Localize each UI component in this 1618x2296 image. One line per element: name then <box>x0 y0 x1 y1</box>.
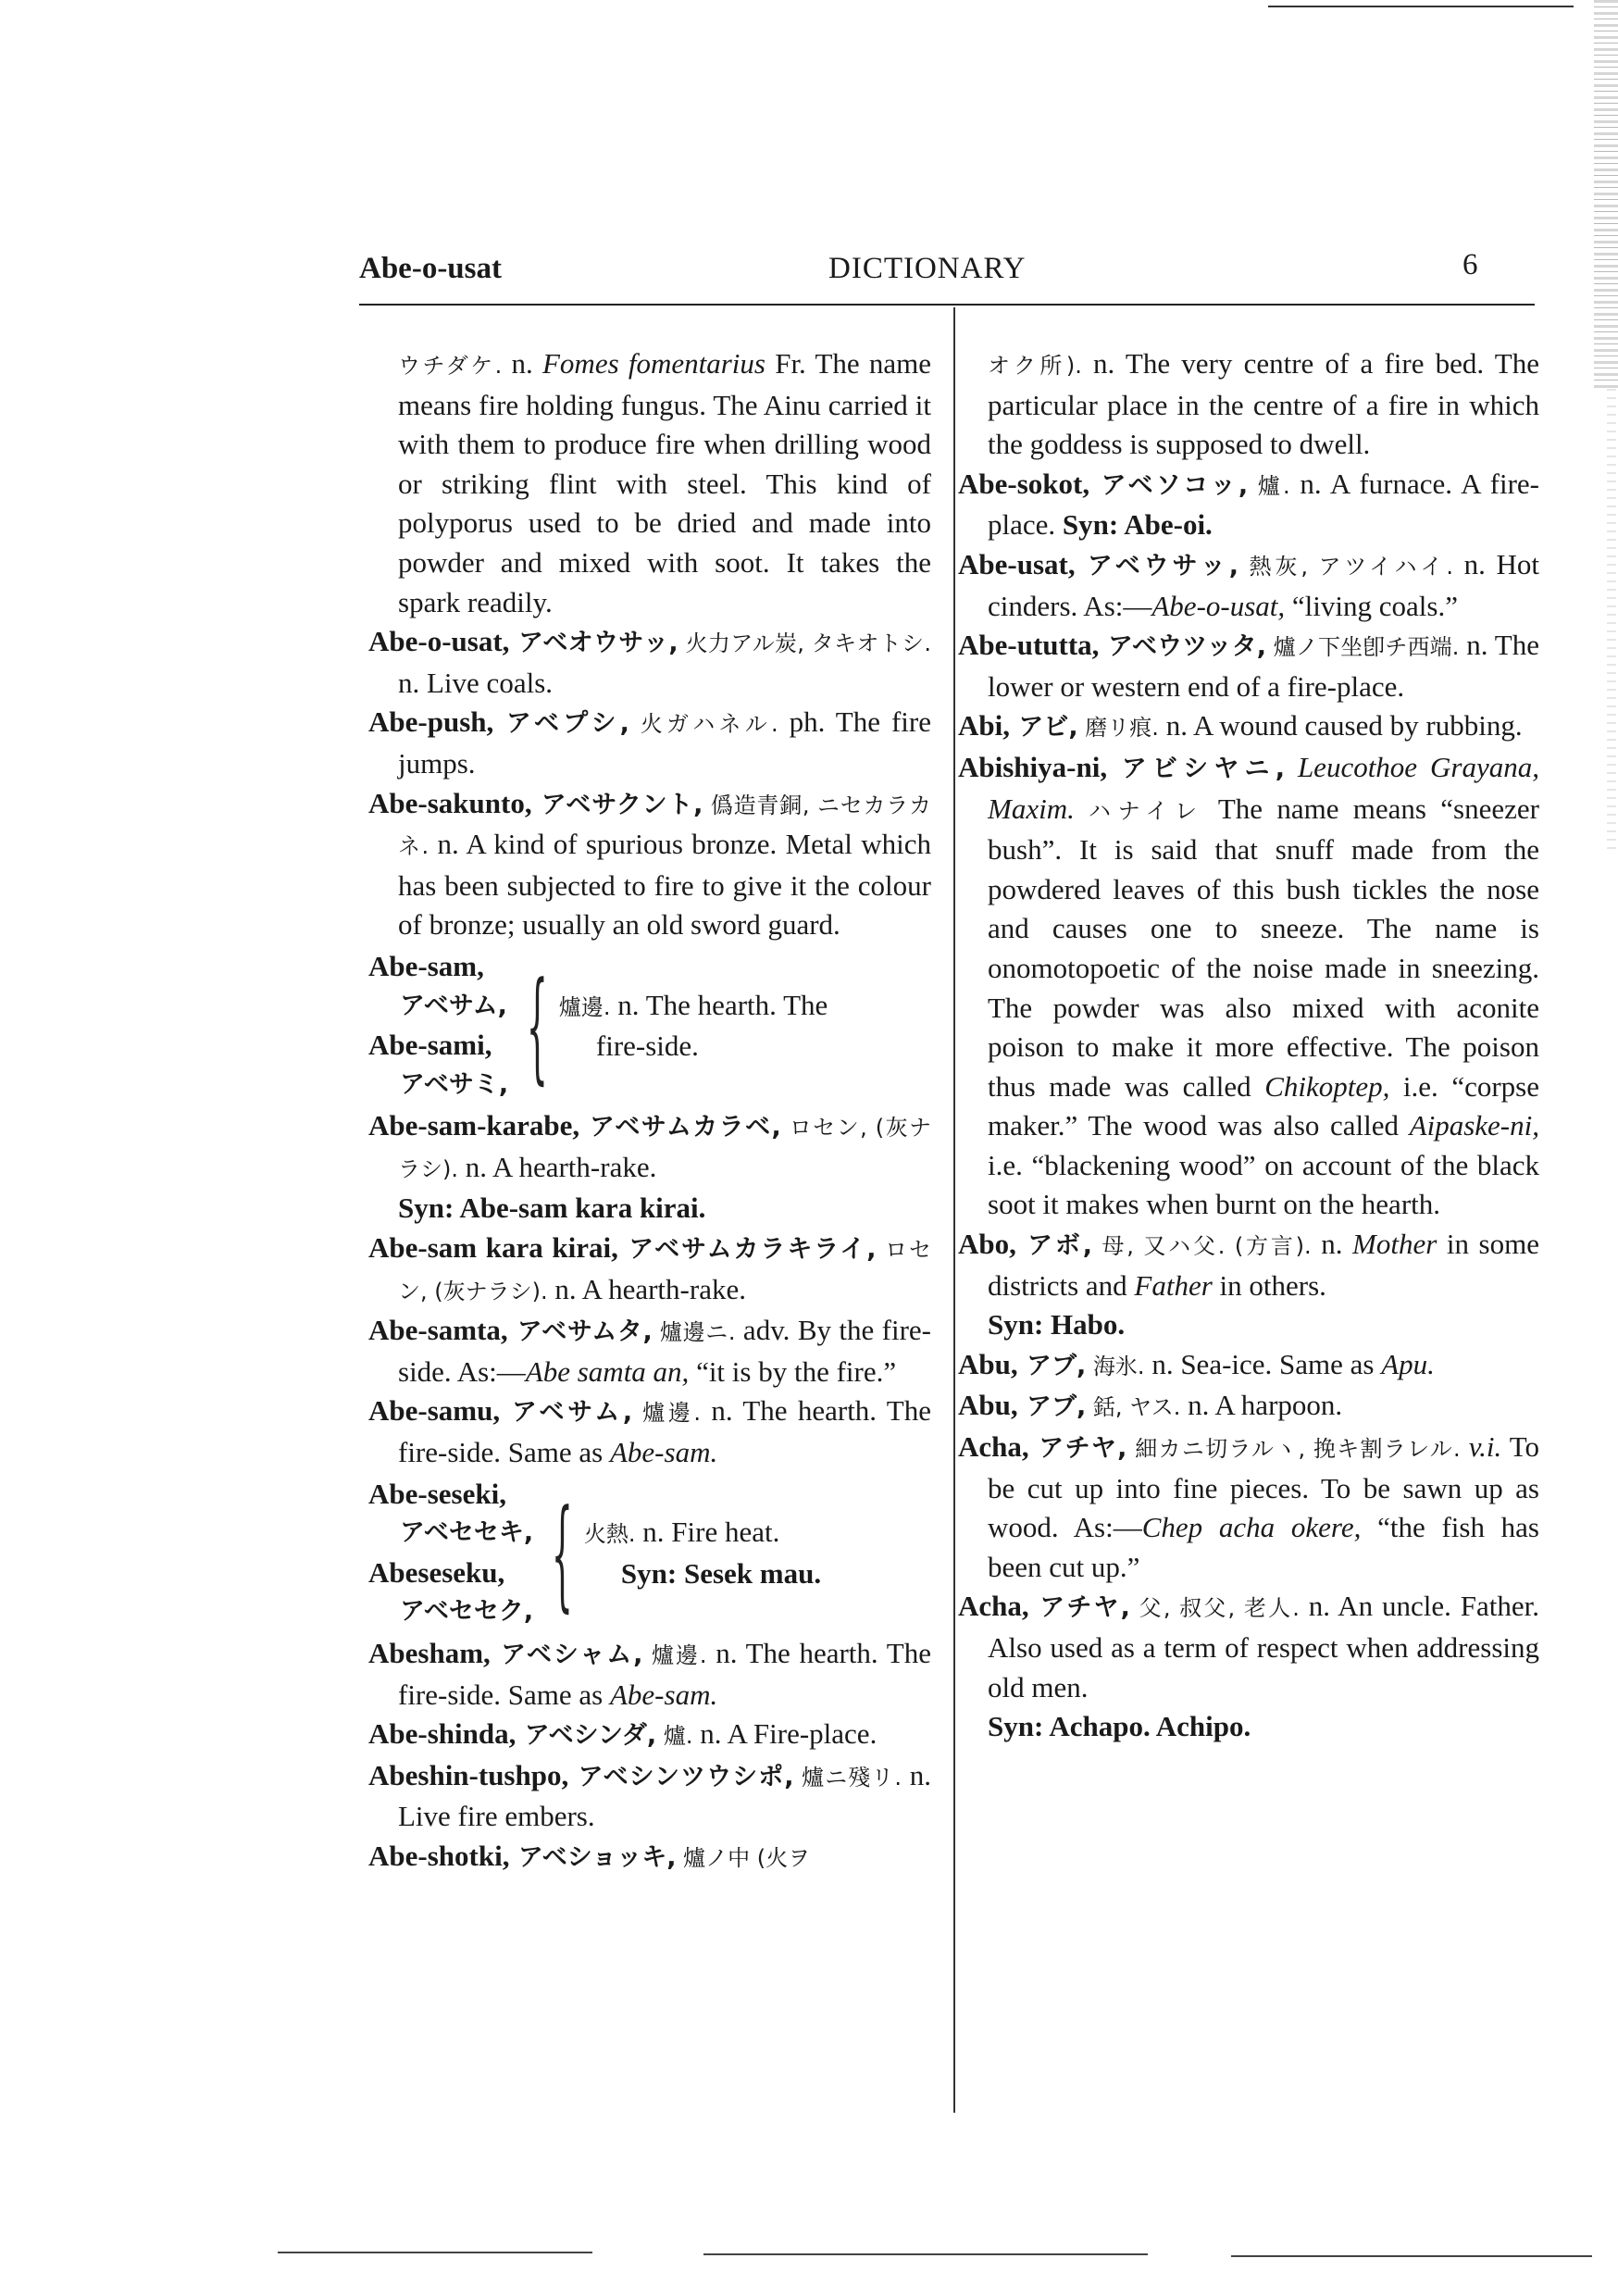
gloss-japanese: 爐. <box>1248 472 1290 499</box>
synonym: Syn: Habo. <box>988 1308 1126 1341</box>
headword: Abe-seseki, <box>368 1477 506 1510</box>
gloss-japanese: 磨リ痕. <box>1077 715 1159 742</box>
dictionary-entry <box>368 1715 931 1756</box>
dictionary-entry <box>958 545 1539 626</box>
gloss-japanese: ロセン, (灰ナラシ). <box>398 1115 932 1182</box>
dictionary-entry <box>958 706 1539 748</box>
headword: Abe-samta, <box>368 1314 508 1347</box>
definition-text: n. A Fire-place. <box>692 1717 877 1751</box>
entry-continuation <box>958 1305 1539 1345</box>
headword: Abeshin-tushpo, <box>368 1758 569 1791</box>
definition-text: n. Sea-ice. Same as <box>1144 1347 1382 1380</box>
katakana: アベシンツウシポ, <box>568 1762 794 1791</box>
dictionary-entry <box>958 748 1539 1225</box>
definition-text: n. Live coals. <box>398 666 554 699</box>
definition-text: n. <box>1311 1228 1353 1261</box>
gloss-japanese: 爐邊. <box>632 1400 702 1427</box>
dictionary-entry <box>958 1428 1539 1587</box>
brace-symbol: { <box>551 1482 574 1624</box>
dictionary-entry <box>368 1229 931 1311</box>
dictionary-entry <box>368 1756 931 1837</box>
headword: Abu, <box>958 1389 1018 1422</box>
italic-text: Aipaske-ni, <box>1409 1109 1539 1142</box>
dictionary-entry <box>368 1311 931 1391</box>
footer-rule-middle <box>703 2253 1148 2255</box>
katakana: アベサムカラキライ, <box>617 1235 877 1265</box>
synonym: Syn: Achapo. Achipo. <box>988 1710 1251 1743</box>
gloss-japanese: 細カニ切ラルヽ, 挽キ割ラレル. <box>1126 1436 1461 1463</box>
headword: Abe-ututta, <box>958 629 1100 662</box>
definition-text <box>1461 1430 1469 1463</box>
katakana: アベサム, <box>500 1398 633 1428</box>
italic-text: Chikoptep, <box>1264 1069 1390 1103</box>
headword: Abe-sam kara kirai, <box>368 1231 618 1265</box>
right-column <box>958 344 1539 1747</box>
dictionary-entry <box>368 1391 931 1472</box>
dictionary-entry <box>958 1225 1539 1305</box>
definition-text: n. A kind of spurious bronze. Metal which has been subjected to fire to give it the colour of bronze; usually an old sword guard. <box>398 828 931 942</box>
synonym: Syn: Sesek mau. <box>620 1556 822 1590</box>
katakana: アチヤ, <box>1028 1434 1127 1464</box>
headword: Abo, <box>958 1228 1016 1261</box>
katakana: アベシャム, <box>490 1641 643 1669</box>
dictionary-entry <box>368 622 931 703</box>
definition-text: n. The lower or western end of a fire-place. <box>988 629 1539 703</box>
gloss-japanese: 爐邊. <box>558 993 611 1020</box>
definition-text: Fr. The name means fire holding fungus. The Ainu carried it with them to produce fire when drilling wood or striking flint with steel. This kind of polyporus used to be dried and made into powder and mixed with soot. It takes the spark readily. <box>398 347 932 618</box>
definition-text: n. An uncle. Father. Also used as a term of respect when addressing old men. <box>988 1590 1539 1703</box>
katakana: アベセセク, <box>400 1597 534 1627</box>
page-edge-shadow <box>1594 0 1618 389</box>
definition-text: n. A hearth-rake. <box>547 1272 746 1305</box>
italic-text: Leucothoe Grayana, Maxim. <box>988 750 1539 825</box>
dictionary-entry <box>958 1386 1539 1428</box>
italic-text: Apu. <box>1381 1347 1435 1380</box>
headword: Abesham, <box>368 1637 491 1669</box>
group-definition <box>584 1513 821 1593</box>
gloss-japanese: 爐邊ニ. <box>652 1319 736 1346</box>
footer-rule-right <box>1231 2255 1592 2257</box>
italic-text: Abe-sam. <box>609 1436 718 1469</box>
katakana: アボ, <box>1015 1231 1092 1261</box>
gloss-japanese: 爐. <box>656 1723 693 1750</box>
italic-text: Mother <box>1352 1228 1438 1261</box>
gloss-japanese: 母, 又ハ父. (方言). <box>1092 1233 1312 1260</box>
katakana: アビシヤニ, <box>1107 754 1285 783</box>
synonym: Syn: Abe-sam kara kirai. <box>398 1192 706 1225</box>
headword: Abe-sami, <box>368 1029 492 1062</box>
italic-text: Abe-o-usat, <box>1151 589 1286 622</box>
entry-continuation <box>368 344 931 622</box>
katakana: アベサムタ, <box>507 1317 653 1347</box>
katakana: アブ, <box>1017 1392 1087 1422</box>
definition-text: n. A furnace. A fire-place. <box>988 467 1539 542</box>
gloss-japanese: 火熱. <box>583 1521 636 1548</box>
definition-text: n. <box>502 347 542 380</box>
dictionary-entry <box>958 626 1539 706</box>
definition-text: To be cut up into fine pieces. To be sawn up as wood. As:— <box>988 1430 1539 1544</box>
dictionary-entry <box>958 465 1539 545</box>
definition-text: adv. By the fire-side. As:— <box>398 1314 931 1388</box>
page-edge-shadow-lower <box>1607 389 1616 852</box>
headword: Abe-sakunto, <box>368 786 532 819</box>
definition-line <box>584 1554 821 1594</box>
katakana: アベサム, <box>400 991 507 1020</box>
definition-text: in others. <box>1212 1268 1326 1302</box>
definition-text: n. A hearth-rake. <box>458 1150 657 1183</box>
dictionary-entry <box>368 784 931 945</box>
katakana: アベプシ, <box>493 709 629 739</box>
definition-text: n. A harpoon. <box>1180 1389 1343 1422</box>
headword: Abishiya-ni, <box>958 750 1108 783</box>
definition-text: n. The hearth. The fire-side. Same as <box>398 1394 931 1469</box>
katakana: アベセセキ, <box>400 1518 534 1548</box>
headword: Abe-sam-karabe, <box>368 1109 580 1142</box>
running-headword: Abe-o-usat <box>359 252 502 285</box>
gloss-japanese: 火力アル炭, タキオトシ. <box>678 630 931 657</box>
brace-symbol: { <box>526 955 549 1097</box>
definition-text: The name means “sneezer bush”. It is said that snuff made from the powdered leaves of this bush tickles the nose and causes one to sneeze. The name is onomotopoetic of the noise made in sneezing. The powder was also mixed with aconite poison to make it more effective. The poison thus made was called <box>988 792 1539 1103</box>
definition-text: n. Hot cinders. As:— <box>988 547 1539 622</box>
katakana: アチヤ, <box>1028 1593 1130 1623</box>
gloss-japanese: 海氷. <box>1086 1353 1145 1379</box>
entry-group <box>368 947 931 1104</box>
dictionary-entry <box>958 1587 1539 1707</box>
page-title: DICTIONARY <box>828 252 1027 285</box>
header-rule <box>359 304 1535 306</box>
dictionary-entry <box>958 1345 1539 1387</box>
definition-text: “living coals.” <box>1285 589 1458 622</box>
gloss-japanese: オク所). <box>988 353 1082 379</box>
page-number: 6 <box>1462 248 1478 281</box>
definition-text: n. Fire heat. <box>635 1516 780 1549</box>
headword: Acha, <box>958 1590 1029 1623</box>
headword: Abe-push, <box>368 705 494 739</box>
headword: Abe-shinda, <box>368 1717 517 1751</box>
dictionary-entry <box>368 703 931 783</box>
dictionary-entry <box>368 1837 931 1878</box>
definition-line <box>559 1027 828 1067</box>
definition-text: n. The hearth. The fire-side. Same as <box>398 1637 931 1711</box>
italic-text: Abe samta an, <box>525 1354 690 1388</box>
entry-continuation <box>368 1189 931 1229</box>
italic-text: Fomes fomentarius <box>542 347 765 380</box>
synonym: Syn: Abe-oi. <box>1062 508 1213 542</box>
gloss-japanese: 父, 叔父, 老人. <box>1129 1595 1300 1622</box>
katakana: アベウツッタ, <box>1099 632 1267 662</box>
definition-text: n. The very centre of a fire bed. The particular place in the centre of a fire in which the goddess is supposed to dwell. <box>988 347 1539 461</box>
katakana: アベサクント, <box>531 790 703 819</box>
katakana: アベショッキ, <box>509 1842 677 1872</box>
definition-text: ph. The fire jumps. <box>398 705 931 780</box>
gloss-japanese: 銛, ヤス. <box>1086 1394 1181 1421</box>
katakana: アベシンダ, <box>516 1721 657 1751</box>
headword: Abe-samu, <box>368 1394 501 1428</box>
headword: Abe-o-usat, <box>368 625 510 658</box>
gloss-japanese: 熱灰, アツイハイ. <box>1238 553 1453 580</box>
katakana: アベソコッ, <box>1089 470 1249 500</box>
headword: Abe-usat, <box>958 547 1076 580</box>
katakana: アブ, <box>1017 1351 1087 1380</box>
entry-continuation <box>958 1707 1539 1747</box>
gloss-japanese: 僞造青銅, ニセカラカネ. <box>398 792 932 860</box>
left-column <box>368 344 931 1878</box>
headword: Abu, <box>958 1347 1018 1380</box>
definition-text: “the fish has been cut up.” <box>988 1511 1539 1583</box>
dictionary-entry <box>368 1634 931 1715</box>
italic-text: Father <box>1134 1268 1213 1302</box>
gloss-japanese: ロセン, (灰ナラシ). <box>398 1237 931 1304</box>
gloss-japanese: ハナイレ <box>1074 797 1204 824</box>
group-definition <box>559 986 828 1067</box>
gloss-japanese: 爐ノ中 (火ヲ <box>676 1844 811 1871</box>
definition-line <box>584 1513 821 1554</box>
katakana: アベサミ, <box>400 1069 509 1099</box>
gloss-japanese: 爐邊. <box>642 1642 707 1668</box>
headword: Abe-sokot, <box>958 467 1090 500</box>
definition-text: i.e. “blackening wood” on account of the black soot it makes when burnt on the hearth. <box>988 1148 1539 1221</box>
headword: Acha, <box>958 1430 1029 1464</box>
definition-text: in some districts and <box>988 1228 1539 1302</box>
headword: Abe-shotki, <box>368 1839 510 1872</box>
katakana: アベウサッ, <box>1075 551 1239 580</box>
definition-text: fire-side. <box>595 1029 699 1063</box>
katakana: アベオウサッ, <box>509 629 678 658</box>
entry-group <box>368 1475 931 1632</box>
katakana: アビ, <box>1010 713 1078 742</box>
gloss-japanese: ウチダケ. <box>398 353 503 379</box>
headword: Abi, <box>958 709 1010 742</box>
gloss-japanese: 爐ノ下坐卽チ西端. <box>1266 634 1460 661</box>
definition-text: n. Live fire embers. <box>398 1758 932 1833</box>
definition-text: n. A wound caused by rubbing. <box>1158 709 1523 742</box>
italic-text: Abe-sam. <box>609 1678 718 1711</box>
italic-text: v.i. <box>1468 1430 1502 1464</box>
column-divider <box>953 307 955 2113</box>
headword: Abeseseku, <box>368 1555 505 1589</box>
dictionary-entry <box>368 1106 931 1189</box>
top-edge-rule <box>1268 6 1574 7</box>
headword: Abe-sam, <box>368 949 484 982</box>
definition-text: i.e. “corpse maker.” The wood was also called <box>988 1069 1539 1142</box>
gloss-japanese: 火ガハネル. <box>629 711 778 738</box>
footer-rule-left <box>278 2252 592 2253</box>
group-headwords <box>368 1475 533 1632</box>
katakana: アベサムカラベ, <box>579 1113 781 1142</box>
definition-text: n. The hearth. The <box>610 988 828 1021</box>
group-headwords <box>368 947 508 1104</box>
italic-text: Chep acha okere, <box>1141 1511 1362 1544</box>
definition-line <box>559 986 828 1028</box>
gloss-japanese: 爐ニ殘リ. <box>793 1764 902 1791</box>
entry-continuation <box>958 344 1539 465</box>
definition-text: “it is by the fire.” <box>689 1354 897 1388</box>
